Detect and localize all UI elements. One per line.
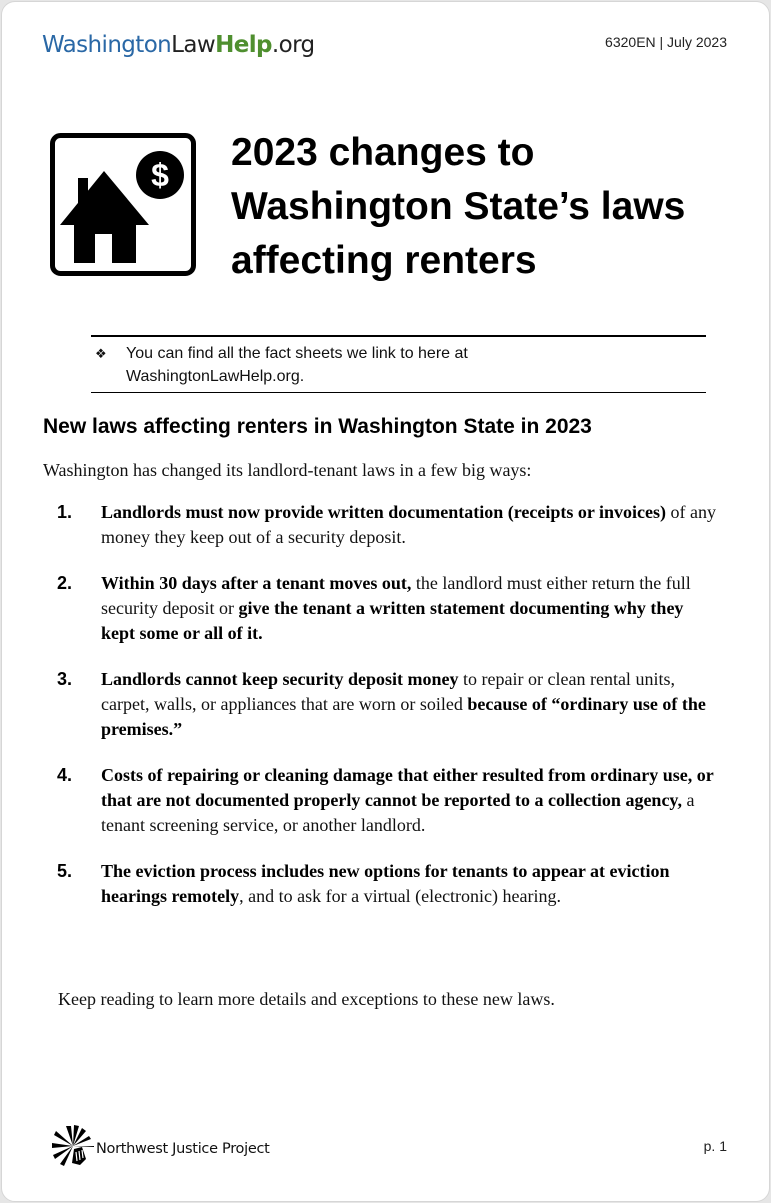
list-item-number: 3. <box>57 669 73 689</box>
list-item <box>57 763 717 838</box>
logo-part-washington: Washington <box>42 32 172 58</box>
logo-part-help: Help <box>215 32 272 58</box>
page-title <box>231 126 685 288</box>
list-item <box>57 667 717 742</box>
list-item-number: 2. <box>57 573 73 593</box>
title-line-3: affecting renters <box>231 239 537 282</box>
svg-text:$: $ <box>151 157 169 193</box>
list-item-text <box>101 571 717 646</box>
list-item-number: 1. <box>57 502 73 522</box>
house-dollar-icon <box>50 133 196 276</box>
list-item <box>57 859 717 909</box>
intro-paragraph: Washington has changed its landlord-tenant laws in a few big ways: <box>43 460 532 480</box>
logo-part-law: Law <box>171 32 216 58</box>
document-id-date: 6320EN | July 2023 <box>605 34 727 50</box>
list-item <box>57 571 717 646</box>
list-item <box>57 500 717 550</box>
four-diamond-bullet-icon: ❖ <box>95 346 107 361</box>
plain-segment: of any money they keep out of a security deposit. <box>101 502 716 547</box>
plain-segment: a tenant screening service, or another landlord. <box>101 790 695 835</box>
bold-segment: Landlords cannot keep security deposit money <box>101 669 459 689</box>
bold-segment: Costs of repairing or cleaning damage that either resulted from ordinary use, or that are not documented properly cannot be reported to a collection agency, <box>101 765 714 810</box>
fact-sheet-callout <box>91 335 706 393</box>
sunburst-hand-icon <box>52 1125 94 1172</box>
washingtonlawhelp-logo[interactable] <box>42 32 315 58</box>
bold-segment: The eviction process includes new options for tenants to appear at eviction hearings remotely <box>101 861 670 906</box>
callout-text <box>126 342 468 388</box>
logo-part-org: .org <box>271 32 315 58</box>
law-changes-list <box>57 500 717 930</box>
org-name: Northwest Justice Project <box>96 1140 270 1157</box>
plain-segment: the landlord must either return the full security deposit or <box>101 573 691 618</box>
plain-segment: to repair or clean rental units, carpet, walls, or appliances that are worn or soiled <box>101 669 675 714</box>
callout-line-1: You can find all the fact sheets we link to here at <box>126 345 468 362</box>
bold-segment: give the tenant a written statement documenting why they kept some or all of it. <box>101 598 684 643</box>
document-page <box>1 1 770 1202</box>
callout-link[interactable]: WashingtonLawHelp.org. <box>126 368 305 385</box>
list-item-number: 4. <box>57 765 73 785</box>
outro-paragraph: Keep reading to learn more details and exceptions to these new laws. <box>58 989 555 1009</box>
page-number: p. 1 <box>703 1138 727 1154</box>
list-item-text <box>101 763 717 838</box>
section-heading: New laws affecting renters in Washington State in 2023 <box>43 415 592 438</box>
northwest-justice-project-logo[interactable] <box>52 1125 270 1172</box>
list-item-text <box>101 667 717 742</box>
bold-segment: because of “ordinary use of the premises.” <box>101 694 706 739</box>
list-item-text <box>101 500 717 550</box>
title-line-1: 2023 changes to <box>231 131 535 174</box>
list-item-number: 5. <box>57 861 73 881</box>
bold-segment: Landlords must now provide written documentation (receipts or invoices) <box>101 502 666 522</box>
list-item-text <box>101 859 717 909</box>
bold-segment: Within 30 days after a tenant moves out, <box>101 573 412 593</box>
plain-segment: , and to ask for a virtual (electronic) hearing. <box>239 886 562 906</box>
title-line-2: Washington State’s laws <box>231 185 686 228</box>
